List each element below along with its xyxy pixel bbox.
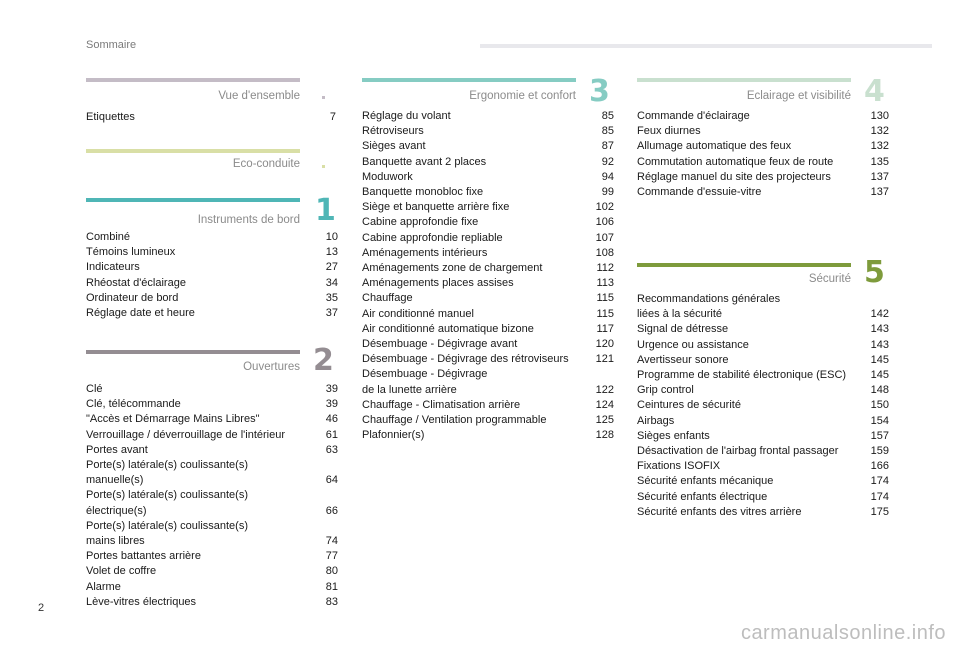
toc-entry-label: Programme de stabilité électronique (ESC) [637, 369, 847, 382]
toc-entry-page: 130 [870, 110, 889, 122]
toc-entry-label: Commande d'essuie-vitre [637, 186, 762, 199]
toc-entry-label: Rhéostat d'éclairage [86, 276, 186, 289]
toc-entry [86, 458, 338, 488]
toc-entry-page: 125 [595, 414, 614, 427]
toc-entry [362, 215, 614, 230]
toc-entry [362, 413, 614, 428]
toc-entry [86, 306, 338, 321]
toc-entry [86, 443, 338, 458]
toc-entry-label: Allumage automatique des feux [637, 140, 792, 153]
toc-entry [637, 338, 889, 353]
toc-entry-page: 117 [596, 322, 614, 335]
toc-entry [362, 367, 614, 397]
toc-entry-page: 113 [596, 277, 614, 290]
toc-entry-label: "Accès et Démarrage Mains Libres" [86, 413, 260, 426]
section-instruments-bar [86, 198, 300, 202]
toc-entry-page: 159 [870, 445, 889, 458]
toc-entry-page: 128 [595, 429, 614, 442]
toc-entry [362, 322, 614, 337]
toc-entry-page: 142 [870, 308, 889, 321]
section-securite-bar [637, 263, 851, 267]
toc-entry-label: Désembuage - Dégivrage de la lunette arrière [362, 368, 488, 396]
toc-entry-label: Chauffage [362, 292, 413, 305]
toc-entry [362, 170, 614, 185]
toc-entry [86, 412, 338, 427]
toc-entry-page: 74 [325, 535, 338, 548]
toc-entry-label: Indicateurs [86, 261, 140, 274]
toc-entry-label: Air conditionné automatique bizone [362, 322, 534, 335]
toc-entry-page: 81 [325, 580, 338, 593]
toc-entry [362, 276, 614, 291]
toc-entry-label: Ordinateur de bord [86, 291, 179, 304]
toc-entry [86, 580, 338, 595]
toc-entry-label: Siège et banquette arrière fixe [362, 201, 510, 214]
toc-entry [637, 383, 889, 398]
toc-entry-label: Sécurité enfants électrique [637, 490, 768, 503]
toc-entry [637, 474, 889, 489]
toc-entry [362, 291, 614, 306]
toc-entry-label: Commande d'éclairage [637, 110, 750, 122]
toc-entry [637, 490, 889, 505]
section-ouvertures-bar [86, 350, 300, 354]
toc-entry-label: Rétroviseurs [362, 125, 424, 138]
toc-entry-page: 108 [595, 246, 614, 259]
toc-entry-page: 106 [595, 216, 614, 229]
toc-entry [637, 444, 889, 459]
toc-entry-page: 145 [870, 369, 889, 382]
toc-entry [86, 230, 338, 245]
toc-entry-page: 115 [596, 307, 614, 320]
toc-entry-page: 132 [870, 125, 889, 138]
toc-entry [86, 110, 336, 125]
toc-entry-page: 46 [325, 413, 338, 426]
toc-entry [86, 519, 338, 549]
toc-entry-page: 150 [870, 399, 889, 412]
toc-entry-label: Sécurité enfants mécanique [637, 475, 774, 488]
toc-entry-page: 77 [325, 550, 338, 563]
toc-entry-label: Sécurité enfants des vitres arrière [637, 505, 802, 518]
toc-entry-label: Feux diurnes [637, 125, 701, 138]
toc-entry-page: 87 [601, 140, 614, 153]
toc-entry-page: 99 [601, 186, 614, 199]
toc-entry-page: 80 [325, 565, 338, 578]
toc-entry-label: Aménagements places assises [362, 277, 514, 290]
section-securite-list [637, 292, 889, 520]
section-securite-title: Sécurité [808, 273, 851, 285]
toc-entry-page: 115 [596, 292, 614, 305]
toc-entry-label: Clé, télécommande [86, 398, 181, 411]
toc-entry-page: 10 [325, 231, 338, 243]
toc-entry-page: 66 [325, 504, 338, 517]
toc-entry-page: 63 [325, 443, 338, 456]
toc-entry [637, 109, 889, 124]
toc-entry-label: Banquette avant 2 places [362, 155, 487, 168]
toc-entry-page: 27 [325, 261, 338, 274]
toc-entry-label: Réglage du volant [362, 110, 451, 122]
toc-entry [637, 139, 889, 154]
toc-entry-label: Cabine approfondie fixe [362, 216, 479, 229]
toc-entry-label: Grip control [637, 384, 694, 397]
toc-entry-label: Urgence ou assistance [637, 338, 749, 351]
toc-entry [637, 155, 889, 170]
toc-entry [637, 368, 889, 383]
toc-entry-label: Airbags [637, 414, 675, 427]
toc-entry-label: Chauffage / Ventilation programmable [362, 414, 547, 427]
toc-entry [86, 276, 338, 291]
toc-entry-label: Aménagements intérieurs [362, 246, 488, 259]
toc-entry [86, 245, 338, 260]
header-divider [480, 44, 932, 48]
toc-entry [86, 382, 338, 397]
page-header-title: Sommaire [86, 39, 137, 51]
toc-entry [362, 155, 614, 170]
section-vue-ensemble-bar [86, 78, 300, 82]
toc-entry [362, 185, 614, 200]
toc-entry-page: 154 [870, 414, 889, 427]
toc-entry-page: 121 [595, 353, 614, 366]
toc-entry-page: 124 [595, 398, 614, 411]
section-eclairage-title: Eclairage et visibilité [746, 90, 851, 102]
section-eclairage-bar [637, 78, 851, 82]
toc-entry-page: 174 [870, 475, 889, 488]
section-ergonomie-bar [362, 78, 576, 82]
toc-entry-label: Recommandations générales liées à la sécurité [637, 293, 781, 321]
section-eco-conduite-marker [322, 165, 325, 168]
toc-entry [362, 398, 614, 413]
toc-entry-label: Désembuage - Dégivrage avant [362, 338, 518, 351]
toc-entry [86, 397, 338, 412]
toc-entry-page: 13 [325, 246, 338, 259]
section-instruments-number: 1 [315, 193, 336, 228]
toc-entry-label: Désembuage - Dégivrage des rétroviseurs [362, 353, 569, 366]
toc-entry [637, 185, 889, 200]
toc-entry [362, 307, 614, 322]
toc-entry [362, 337, 614, 352]
section-ouvertures-list [86, 382, 338, 610]
toc-entry-page: 107 [595, 231, 614, 244]
toc-entry-page: 85 [601, 110, 614, 122]
toc-entry-label: Porte(s) latérale(s) coulissante(s) électrique(s) [86, 489, 248, 517]
toc-entry [362, 428, 614, 443]
toc-entry [362, 124, 614, 139]
toc-entry [637, 398, 889, 413]
section-ergonomie-list [362, 109, 614, 443]
toc-entry-label: Chauffage - Climatisation arrière [362, 398, 521, 411]
toc-entry-page: 137 [870, 170, 889, 183]
toc-entry [637, 124, 889, 139]
toc-entry-page: 94 [601, 170, 614, 183]
toc-entry-label: Moduwork [362, 170, 413, 183]
toc-entry-label: Etiquettes [86, 111, 135, 123]
toc-entry-page: 39 [325, 383, 338, 395]
toc-entry [86, 549, 338, 564]
toc-entry [86, 488, 338, 518]
toc-entry-page: 83 [325, 595, 338, 608]
section-ouvertures-number: 2 [313, 343, 334, 378]
toc-entry-label: Plafonnier(s) [362, 429, 425, 442]
toc-entry-page: 64 [325, 474, 338, 487]
section-vue-ensemble-list [86, 110, 336, 125]
toc-entry [637, 429, 889, 444]
toc-entry-label: Portes avant [86, 443, 148, 456]
toc-entry-label: Désactivation de l'airbag frontal passager [637, 445, 839, 458]
toc-entry [637, 459, 889, 474]
toc-entry [637, 414, 889, 429]
toc-entry-page: 112 [596, 262, 614, 275]
toc-entry-label: Avertisseur sonore [637, 353, 729, 366]
section-eco-conduite-title: Eco-conduite [232, 158, 300, 170]
toc-entry [637, 322, 889, 337]
section-eclairage-list [637, 109, 889, 200]
watermark: carmanualsonline.info [740, 622, 946, 644]
toc-entry [637, 505, 889, 520]
toc-entry-page: 174 [870, 490, 889, 503]
toc-entry-label: Signal de détresse [637, 323, 729, 336]
section-ergonomie-number: 3 [589, 74, 610, 109]
toc-entry [362, 231, 614, 246]
toc-entry-page: 61 [325, 428, 338, 441]
toc-entry-label: Ceintures de sécurité [637, 399, 741, 412]
toc-entry-page: 148 [870, 384, 889, 397]
toc-entry [362, 261, 614, 276]
toc-entry-page: 175 [870, 505, 889, 518]
toc-entry-label: Verrouillage / déverrouillage de l'intérieur [86, 428, 285, 441]
toc-entry [637, 170, 889, 185]
toc-entry [362, 200, 614, 215]
toc-entry-label: Témoins lumineux [86, 246, 176, 259]
toc-entry-page: 166 [870, 460, 889, 473]
toc-entry [86, 291, 338, 306]
toc-entry-page: 34 [325, 276, 338, 289]
toc-entry [362, 246, 614, 261]
toc-entry-page: 37 [325, 307, 338, 320]
toc-entry-label: Portes battantes arrière [86, 550, 201, 563]
toc-entry-label: Sièges avant [362, 140, 426, 153]
section-securite-number: 5 [864, 255, 885, 290]
toc-entry [362, 139, 614, 154]
toc-entry-label: Cabine approfondie repliable [362, 231, 503, 244]
toc-entry-label: Sièges enfants [637, 429, 710, 442]
toc-entry-label: Lève-vitres électriques [86, 595, 197, 608]
toc-entry-page: 85 [601, 125, 614, 138]
toc-entry-label: Aménagements zone de chargement [362, 262, 543, 275]
toc-entry-page: 7 [329, 111, 336, 123]
toc-entry-label: Alarme [86, 580, 121, 593]
toc-entry-page: 143 [870, 338, 889, 351]
section-instruments-title: Instruments de bord [197, 214, 300, 226]
section-eclairage-number: 4 [864, 74, 885, 109]
toc-entry-label: Réglage date et heure [86, 307, 195, 320]
toc-entry-label: Commutation automatique feux de route [637, 155, 834, 168]
toc-entry-page: 39 [325, 398, 338, 411]
toc-entry-page: 145 [870, 353, 889, 366]
toc-entry [637, 353, 889, 368]
toc-entry [86, 595, 338, 610]
toc-entry-page: 92 [601, 155, 614, 168]
toc-entry-page: 135 [870, 155, 889, 168]
toc-entry-label: Réglage manuel du site des projecteurs [637, 170, 831, 183]
toc-entry-label: Air conditionné manuel [362, 307, 474, 320]
toc-entry-label: Clé [86, 383, 103, 395]
toc-entry-page: 143 [870, 323, 889, 336]
toc-entry [86, 564, 338, 579]
toc-entry-page: 132 [870, 140, 889, 153]
toc-entry [86, 260, 338, 275]
toc-entry-page: 122 [595, 383, 614, 396]
toc-entry-page: 137 [870, 186, 889, 199]
page-number: 2 [38, 602, 45, 614]
toc-entry [362, 109, 614, 124]
toc-entry-label: Porte(s) latérale(s) coulissante(s) mains libres [86, 519, 248, 548]
toc-entry [362, 352, 614, 367]
toc-entry-label: Banquette monobloc fixe [362, 186, 484, 199]
toc-entry [86, 428, 338, 443]
toc-entry-label: Combiné [86, 231, 131, 243]
toc-entry-label: Volet de coffre [86, 565, 157, 578]
section-ouvertures-title: Ouvertures [243, 361, 300, 373]
toc-entry-page: 157 [870, 429, 889, 442]
toc-entry-page: 120 [595, 338, 614, 351]
toc-entry-page: 102 [595, 201, 614, 214]
section-eco-conduite-bar [86, 149, 300, 153]
section-vue-ensemble-marker [322, 96, 325, 99]
section-vue-ensemble-title: Vue d'ensemble [218, 90, 300, 102]
section-instruments-list [86, 230, 338, 321]
toc-entry-page: 35 [325, 291, 338, 304]
toc-entry-label: Porte(s) latérale(s) coulissante(s) manuelle(s) [86, 459, 248, 487]
section-ergonomie-title: Ergonomie et confort [469, 90, 576, 102]
toc-entry [637, 292, 889, 322]
toc-entry-label: Fixations ISOFIX [637, 460, 721, 473]
